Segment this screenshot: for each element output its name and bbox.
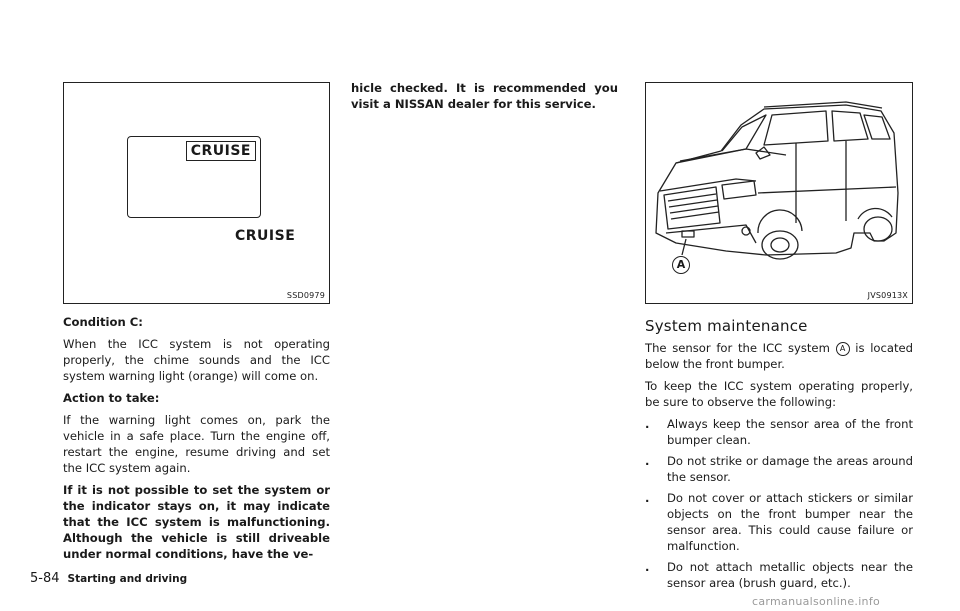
page-number: 5-84 <box>30 571 60 586</box>
maintenance-list <box>645 416 913 591</box>
sensor-intro-before: The sensor for the ICC system <box>645 341 830 355</box>
middle-text-column <box>351 80 618 118</box>
sensor-callout-label: A <box>672 256 690 274</box>
sensor-location-text <box>645 340 913 372</box>
bullet-icon: . <box>645 454 650 468</box>
condition-heading: Condition C: <box>63 315 143 329</box>
cruise-label-boxed: CRUISE <box>186 141 256 161</box>
observe-text: To keep the ICC system operating properly, be sure to observe the following: <box>645 379 913 409</box>
list-item: . Do not strike or damage the areas around the sensor. <box>645 454 913 484</box>
sensor-intro-after: is located below the front bumper. <box>645 341 914 371</box>
section-heading: System maintenance <box>645 317 808 335</box>
list-item: . Always keep the sensor area of the front bumper clean. <box>645 417 913 447</box>
figure-id: SSD0979 <box>286 291 325 300</box>
section-title: Starting and driving <box>67 573 188 585</box>
left-text-column <box>63 314 330 568</box>
list-item: . Do not cover or attach stickers or similar objects on the front bumper near the sensor area. This could cause failure or malfunction. <box>645 491 913 553</box>
bullet-icon: . <box>645 560 650 574</box>
figure-cruise-indicator <box>63 82 330 304</box>
list-item: . Do not attach metallic objects near the sensor area (brush guard, etc.). <box>645 560 913 590</box>
figure-vehicle-sensor <box>645 82 913 304</box>
figure-id: JVS0913X <box>867 291 908 300</box>
warning-continuation: hicle checked. It is recommended you visit a NISSAN dealer for this service. <box>351 81 618 111</box>
watermark: carmanualsonline.info <box>752 595 881 608</box>
action-text: If the warning light comes on, park the vehicle in a safe place. Turn the engine off, restart the engine, resume driving and set the ICC system again. <box>63 413 330 475</box>
bullet-icon: . <box>645 491 650 505</box>
cruise-indicator-label: CRUISE <box>235 228 296 244</box>
condition-text: When the ICC system is not operating properly, the chime sounds and the ICC system warning light (orange) will come on. <box>63 337 330 383</box>
malfunction-warning: If it is not possible to set the system or the indicator stays on, it may indicate that the ICC system is malfunctioning. Although the vehicle is still driveable under normal conditions, have the ve- <box>63 483 330 561</box>
right-text-column <box>645 318 913 596</box>
bullet-icon: . <box>645 417 650 431</box>
page-footer <box>30 571 187 586</box>
display-panel <box>127 136 261 218</box>
sensor-callout-symbol: A <box>836 342 850 356</box>
action-heading: Action to take: <box>63 391 160 405</box>
